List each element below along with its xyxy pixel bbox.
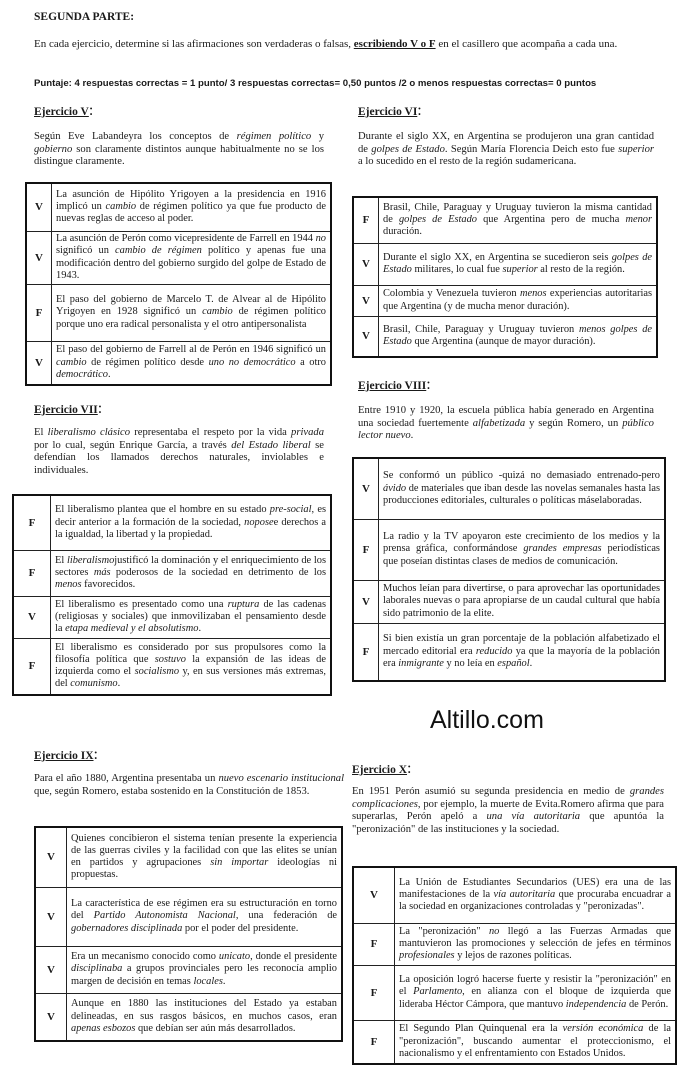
- answer-cell: V: [353, 580, 379, 623]
- statement-cell: La "peronización" no llegó a las Fuerzas Armadas que mantuvieron las promociones y selección de jefes en términos profesionales y lejos de razones políticas.: [395, 923, 677, 965]
- answer-cell: F: [13, 495, 51, 550]
- statement-cell: El liberalismo plantea que el hombre en su estado pre-social, es decir anterior a la formación de la sociedad, noposee derechos a la igualdad, la libertad y la propiedad.: [51, 495, 332, 550]
- statement-cell: Muchos leían para divertirse, o para aprovechar las oportunidades laborales nuevas o para apropiarse de un caudal cultural que había sido patrimonio de la elite.: [379, 580, 666, 623]
- instructions-emphasis: escribiendo V o F: [353, 38, 436, 50]
- table-row: [26, 341, 331, 385]
- statement-cell: El paso del gobierno de Farrell al de Perón en 1946 significó un cambio de régimen político desde uno no democrático a otro democrático.: [52, 341, 332, 385]
- table-row: [26, 183, 331, 231]
- table-row: [13, 550, 331, 596]
- answer-cell: V: [26, 231, 52, 284]
- exercise-5-title: Ejercicio V:: [34, 102, 94, 119]
- table-row: [353, 316, 657, 357]
- table-row: [353, 285, 657, 316]
- statement-cell: El paso del gobierno de Marcelo T. de Alvear al de Hipólito Yrigoyen en 1928 significó un cambio de régimen político porque uno era radical personalista y el otro antipersonalista: [52, 284, 332, 341]
- table-row: [26, 284, 331, 341]
- statement-cell: Brasil, Chile, Paraguay y Uruguay tuvieron menos golpes de Estado que Argentina (aunque de mayor duración).: [379, 316, 658, 357]
- exercise-6-intro: Durante el siglo XX, en Argentina se produjeron una gran cantidad de golpes de Estado. Según María Florencia Deich esto fue superior a lo sucedido en el resto de la región sudamericana.: [358, 131, 655, 168]
- answer-cell: V: [35, 993, 67, 1041]
- exercise-10-table: [352, 866, 677, 1065]
- table-row: [13, 495, 331, 550]
- statement-cell: La oposición logró hacerse fuerte y resistir la "peronización" en el Parlamento, en alianza con el bloque de izquierda que lideraba Héctor Cámpora, que mantuvo independencia de Perón.: [395, 965, 677, 1020]
- table-row: [35, 993, 342, 1041]
- statement-cell: El liberalismo es considerado por sus propulsores como la filosofía política que sostuvo la expansión de las ideas de izquierda como el socialismo y, en sus versiones más extremas, del comunismo.: [51, 638, 332, 695]
- table-row: [26, 231, 331, 284]
- table-row: [35, 946, 342, 993]
- exercise-8-intro: Entre 1910 y 1920, la escuela pública había generado en Argentina una sociedad fuertemente alfabetizada y según Romero, un público lector nuevo.: [358, 405, 654, 442]
- answer-cell: F: [353, 623, 379, 681]
- table-row: [13, 596, 331, 638]
- table-row: [353, 519, 665, 580]
- statement-cell: El liberalismo es presentado como una ruptura de las cadenas (religiosas y sociales) que inmovilizaban el pensamiento desde la etapa medieval y el absolutismo.: [51, 596, 332, 638]
- statement-cell: La Unión de Estudiantes Secundarios (UES) era una de las manifestaciones de la vía autoritaria que procuraba encuadrar a la sociedad en organizaciones controladas y "peronizadas".: [395, 867, 677, 923]
- table-row: [35, 887, 342, 946]
- statement-cell: Si bien existía un gran porcentaje de la población alfabetizado el mercado editorial era reducido ya que la mayoría de la población era inmigrante y no leía en español.: [379, 623, 666, 681]
- table-row: [353, 1020, 676, 1064]
- exercise-7-table: [12, 494, 332, 696]
- answer-cell: F: [353, 519, 379, 580]
- answer-cell: F: [13, 550, 51, 596]
- statement-cell: El Segundo Plan Quinquenal era la versión económica de la "peronización", buscando aumentar el proteccionismo, el nacionalismo y el enfrentamiento con Estados Unidos.: [395, 1020, 677, 1064]
- statement-cell: Se conformó un público -quizá no demasiado entrenado-pero ávido de materiales que iban desde las novelas semanales hasta las producciones editoriales, culturales o políticas máselaboradas.: [379, 458, 666, 519]
- answer-cell: F: [353, 1020, 395, 1064]
- statement-cell: Quienes concibieron el sistema tenían presente la experiencia de las guerras civiles y la facilidad con que las elites se unían en partidos y agrupaciones sin importar ideologías ni propuestas.: [67, 827, 343, 887]
- statement-cell: El liberalismojustificó la dominación y el enriquecimiento de los sectores más poderosos de la sociedad en detrimento de los menos favorecidos.: [51, 550, 332, 596]
- table-row: [353, 965, 676, 1020]
- scoring-rules: Puntaje: 4 respuestas correctas = 1 punto/ 3 respuestas correctas= 0,50 puntos /2 o menos respuestas correctas= 0 puntos: [34, 78, 597, 89]
- answer-cell: V: [26, 341, 52, 385]
- exercise-7-intro: El liberalismo clásico representaba el respeto por la vida privada por lo cual, según Enrique García, a través del Estado liberal se defendían los llamados derechos naturales, inviolables e individuales.: [34, 427, 324, 476]
- statement-cell: Aunque en 1880 las instituciones del Estado ya estaban delineadas, en sus rasgos básicos, en muchos casos, eran apenas esbozos que debían ser aún más desarrollados.: [67, 993, 343, 1041]
- answer-cell: F: [26, 284, 52, 341]
- statement-cell: La asunción de Perón como vicepresidente de Farrell en 1944 no significó un cambio de régimen político y apenas fue una modificación dentro del gobierno surgido del golpe de Estado de 1943.: [52, 231, 332, 284]
- table-row: [353, 923, 676, 965]
- exercise-10-intro: En 1951 Perón asumió su segunda presidencia en medio de grandes complicaciones, por ejemplo, la muerte de Evita.Romero afirma que para superarlas, Perón apeló a una vía autoritaria que apuntóa la "peronización" de las instituciones y la sociedad.: [352, 786, 664, 835]
- answer-cell: V: [26, 183, 52, 231]
- table-row: [353, 623, 665, 681]
- answer-cell: V: [353, 458, 379, 519]
- answer-cell: F: [353, 923, 395, 965]
- table-row: [353, 867, 676, 923]
- table-row: [35, 827, 342, 887]
- table-row: [13, 638, 331, 695]
- page-title: SEGUNDA PARTE:: [34, 11, 135, 23]
- exercise-5-intro: Según Eve Labandeyra los conceptos de régimen político y gobierno son claramente distintos aunque habitualmente no se los distingue claramente.: [34, 131, 324, 168]
- statement-cell: Brasil, Chile, Paraguay y Uruguay tuvieron la misma cantidad de golpes de Estado que Argentina pero de mucha menor duración.: [379, 197, 658, 243]
- exercise-5-table: [25, 182, 332, 386]
- exercise-9-title: Ejercicio IX:: [34, 746, 98, 763]
- answer-cell: V: [35, 887, 67, 946]
- answer-cell: V: [353, 867, 395, 923]
- statement-cell: La radio y la TV apoyaron este crecimiento de los medios y la prensa gráfica, conformándose grandes empresas periodísticas que poseían distintas clases de medios de comunicación.: [379, 519, 666, 580]
- answer-cell: F: [353, 965, 395, 1020]
- answer-cell: F: [13, 638, 51, 695]
- exercise-6-table: [352, 196, 658, 358]
- answer-cell: V: [35, 946, 67, 993]
- answer-cell: V: [13, 596, 51, 638]
- exercise-6-title: Ejercicio VI:: [358, 102, 422, 119]
- answer-cell: V: [35, 827, 67, 887]
- statement-cell: Era un mecanismo conocido como unicato, donde el presidente disciplinaba a grupos provinciales pero les reconocía amplio margen de decisión en temas locales.: [67, 946, 343, 993]
- exercise-9-intro: Para el año 1880, Argentina presentaba un nuevo escenario institucional que, según Romero, estaba sostenido en la Constitución de 1853.: [34, 773, 345, 797]
- exercise-8-title: Ejercicio VIII:: [358, 376, 431, 393]
- site-logo: Altillo.com: [430, 706, 544, 734]
- statement-cell: Colombia y Venezuela tuvieron menos experiencias autoritarias que Argentina (y de mucha menor duración).: [379, 285, 658, 316]
- exercise-7-title: Ejercicio VII:: [34, 400, 103, 417]
- table-row: [353, 197, 657, 243]
- exercise-8-table: [352, 457, 666, 682]
- answer-cell: V: [353, 285, 379, 316]
- statement-cell: La asunción de Hipólito Yrigoyen a la presidencia en 1916 implicó un cambio de régimen político ya que fue producto de nuevas reglas de acceso al poder.: [52, 183, 332, 231]
- answer-cell: V: [353, 316, 379, 357]
- exercise-10-title: Ejercicio X:: [352, 760, 412, 777]
- table-row: [353, 458, 665, 519]
- statement-cell: Durante el siglo XX, en Argentina se sucedieron seis golpes de Estado militares, lo cual fue superior al resto de la región.: [379, 243, 658, 285]
- table-row: [353, 580, 665, 623]
- instructions: En cada ejercicio, determine si las afirmaciones son verdaderas o falsas, escribiendo V o F en el casillero que acompaña a cada una.: [34, 38, 618, 50]
- answer-cell: V: [353, 243, 379, 285]
- exercise-9-table: [34, 826, 343, 1042]
- statement-cell: La característica de ese régimen era su estructuración en torno del Partido Autonomista Nacional, una federación de gobernadores disciplinada por el poder del presidente.: [67, 887, 343, 946]
- answer-cell: F: [353, 197, 379, 243]
- table-row: [353, 243, 657, 285]
